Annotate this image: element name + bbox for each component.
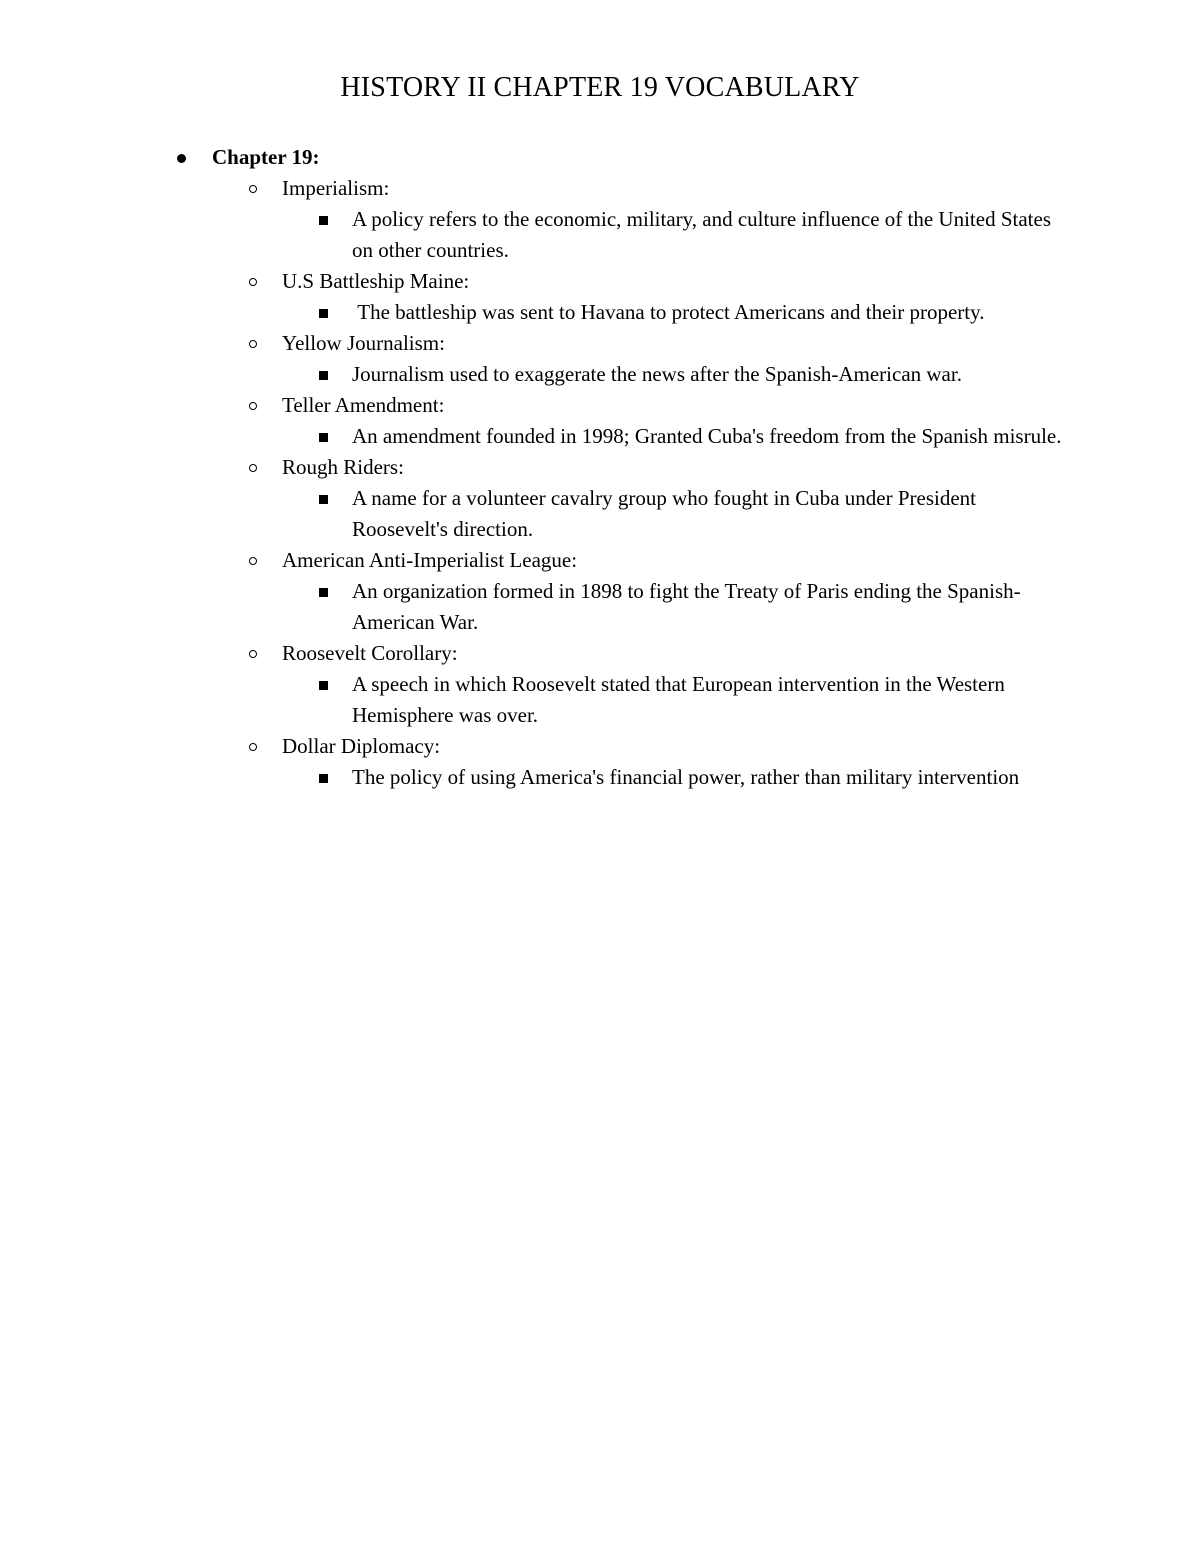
term-label: Rough Riders: — [282, 455, 404, 479]
vocab-item-rough-riders — [0, 452, 1200, 545]
term-definition: A policy refers to the economic, military, and culture influence of the United States on other countries. — [352, 207, 1057, 262]
circle-bullet-icon — [249, 340, 257, 348]
term-label: Imperialism: — [282, 176, 390, 200]
circle-bullet-icon — [249, 464, 257, 472]
circle-bullet-icon — [249, 650, 257, 658]
page-title: HISTORY II CHAPTER 19 VOCABULARY — [340, 72, 860, 103]
square-bullet-icon — [319, 495, 328, 504]
vocab-item-yellow-journalism — [0, 328, 1200, 390]
square-bullet-icon — [319, 216, 328, 225]
square-bullet-icon — [319, 433, 328, 442]
square-bullet-icon — [319, 774, 328, 783]
term-label: U.S Battleship Maine: — [282, 269, 470, 293]
term-label: Teller Amendment: — [282, 393, 445, 417]
chapter-heading: Chapter 19: — [212, 145, 320, 169]
vocab-item-imperialism — [0, 173, 1200, 266]
term-definition: A speech in which Roosevelt stated that European intervention in the Western Hemisphere was over. — [352, 672, 1011, 727]
vocab-item-battleship-maine — [0, 266, 1200, 328]
term-label: Roosevelt Corollary: — [282, 641, 458, 665]
disc-bullet-icon — [177, 154, 186, 163]
circle-bullet-icon — [249, 743, 257, 751]
chapter-section — [0, 142, 1200, 793]
term-definition: The battleship was sent to Havana to protect Americans and their property. — [352, 300, 985, 324]
square-bullet-icon — [319, 371, 328, 380]
term-label: Yellow Journalism: — [282, 331, 445, 355]
square-bullet-icon — [319, 588, 328, 597]
term-label: American Anti-Imperialist League: — [282, 548, 578, 572]
vocab-item-roosevelt-corollary — [0, 638, 1200, 731]
term-definition: Journalism used to exaggerate the news after the Spanish-American war. — [352, 362, 962, 386]
vocab-item-dollar-diplomacy — [0, 731, 1200, 793]
term-definition: A name for a volunteer cavalry group who fought in Cuba under President Roosevelt's direction. — [352, 486, 982, 541]
square-bullet-icon — [319, 309, 328, 318]
circle-bullet-icon — [249, 557, 257, 565]
vocab-item-teller-amendment — [0, 390, 1200, 452]
circle-bullet-icon — [249, 402, 257, 410]
vocab-item-anti-imperialist-league — [0, 545, 1200, 638]
circle-bullet-icon — [249, 185, 257, 193]
square-bullet-icon — [319, 681, 328, 690]
circle-bullet-icon — [249, 278, 257, 286]
chapter-heading-row — [0, 142, 1200, 173]
term-definition: An organization formed in 1898 to fight the Treaty of Paris ending the Spanish-American War. — [352, 579, 1021, 634]
term-label: Dollar Diplomacy: — [282, 734, 441, 758]
term-definition: An amendment founded in 1998; Granted Cuba's freedom from the Spanish misrule. — [352, 424, 1062, 448]
term-definition: The policy of using America's financial power, rather than military intervention — [352, 765, 1020, 789]
